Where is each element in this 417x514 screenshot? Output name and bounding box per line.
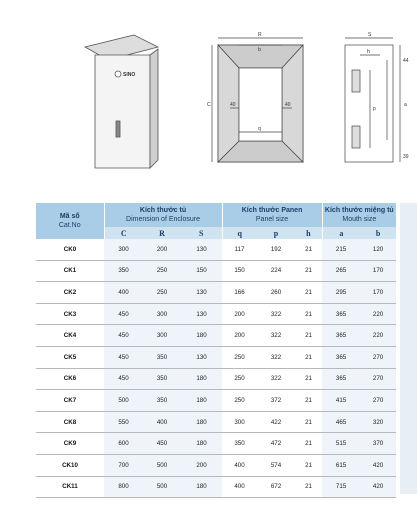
cell-a: 365 <box>322 325 360 347</box>
cell-C: 300 <box>104 239 143 260</box>
cell-q: 166 <box>222 282 257 304</box>
cell-R: 300 <box>143 303 181 325</box>
cell-h: 21 <box>295 346 322 368</box>
page-edge-shade <box>400 203 417 494</box>
technical-drawings <box>0 0 417 190</box>
panel-en: Panel size <box>255 216 289 223</box>
dim-left-label: 40 <box>230 102 236 108</box>
cat-no-cell: CK1 <box>36 260 104 282</box>
cell-h: 21 <box>295 368 322 390</box>
cell-C: 350 <box>104 260 143 282</box>
drawings-svg <box>0 0 417 190</box>
cell-b: 420 <box>360 476 396 498</box>
cell-a: 615 <box>322 454 360 476</box>
cell-S: 130 <box>181 346 222 368</box>
cell-b: 120 <box>360 239 396 260</box>
cell-b: 270 <box>360 368 396 390</box>
cell-h: 21 <box>295 390 322 412</box>
cell-S: 130 <box>181 282 222 304</box>
dim-s-label: S <box>368 32 372 38</box>
cell-h: 21 <box>295 303 322 325</box>
cell-p: 472 <box>257 433 295 455</box>
cell-h: 21 <box>295 282 322 304</box>
cell-a: 215 <box>322 239 360 260</box>
catno-header <box>36 203 104 239</box>
cell-p: 224 <box>257 260 295 282</box>
table-row <box>36 476 396 498</box>
cell-q: 200 <box>222 303 257 325</box>
table-row <box>36 454 396 476</box>
col-b-header: b <box>360 227 396 239</box>
cell-C: 550 <box>104 411 143 433</box>
cell-R: 350 <box>143 346 181 368</box>
table-header-row <box>36 203 396 227</box>
panel-vi: Kích thước Panen <box>241 207 303 214</box>
cell-b: 320 <box>360 411 396 433</box>
enclosure-isometric <box>85 35 158 168</box>
cell-C: 450 <box>104 325 143 347</box>
mouth-en: Mouth size <box>342 216 377 223</box>
dim-r-label: R <box>258 32 262 38</box>
cell-S: 180 <box>181 476 222 498</box>
cat-no-cell: CK11 <box>36 476 104 498</box>
dim-c-label: C <box>207 102 211 108</box>
catno-en: Cat.No <box>58 222 81 229</box>
cell-p: 260 <box>257 282 295 304</box>
cell-a: 295 <box>322 282 360 304</box>
cell-b: 270 <box>360 346 396 368</box>
cell-a: 365 <box>322 346 360 368</box>
table-row <box>36 239 396 260</box>
catno-vi: Mã số <box>59 213 80 220</box>
cell-C: 500 <box>104 390 143 412</box>
cell-R: 350 <box>143 390 181 412</box>
cell-p: 372 <box>257 390 295 412</box>
table-row <box>36 433 396 455</box>
cell-a: 365 <box>322 303 360 325</box>
dim-bottom-label: 39 <box>403 154 409 160</box>
cat-no-cell: CK9 <box>36 433 104 455</box>
table-body <box>36 239 396 498</box>
cell-b: 420 <box>360 454 396 476</box>
logo-icon <box>115 71 121 77</box>
cell-S: 180 <box>181 411 222 433</box>
col-h-header: h <box>295 227 322 239</box>
dim-top-label: 44 <box>403 58 409 64</box>
cell-a: 515 <box>322 433 360 455</box>
cat-no-cell: CK2 <box>36 282 104 304</box>
table-row <box>36 303 396 325</box>
cat-no-cell: CK4 <box>36 325 104 347</box>
cell-C: 800 <box>104 476 143 498</box>
panel-header <box>222 203 322 227</box>
cell-C: 450 <box>104 346 143 368</box>
cell-S: 150 <box>181 260 222 282</box>
col-c-header: C <box>104 227 143 239</box>
table-row <box>36 368 396 390</box>
cell-h: 21 <box>295 433 322 455</box>
cat-no-cell: CK7 <box>36 390 104 412</box>
cell-h: 21 <box>295 476 322 498</box>
cell-h: 21 <box>295 325 322 347</box>
dim-a-label: a <box>404 102 407 108</box>
cell-R: 400 <box>143 411 181 433</box>
cell-S: 180 <box>181 325 222 347</box>
cell-q: 250 <box>222 346 257 368</box>
cell-q: 117 <box>222 239 257 260</box>
enclosure-header <box>104 203 222 227</box>
cell-S: 130 <box>181 303 222 325</box>
cell-S: 180 <box>181 433 222 455</box>
cell-C: 700 <box>104 454 143 476</box>
cell-S: 180 <box>181 368 222 390</box>
cell-p: 422 <box>257 411 295 433</box>
col-p-header: p <box>257 227 295 239</box>
side-view-drawing <box>345 38 400 162</box>
cell-p: 322 <box>257 346 295 368</box>
dimension-table <box>36 203 396 498</box>
table-row <box>36 260 396 282</box>
cell-q: 400 <box>222 476 257 498</box>
cat-no-cell: CK6 <box>36 368 104 390</box>
cell-S: 130 <box>181 239 222 260</box>
table-row <box>36 325 396 347</box>
cat-no-cell: CK5 <box>36 346 104 368</box>
cell-R: 450 <box>143 433 181 455</box>
cell-R: 250 <box>143 282 181 304</box>
cell-C: 600 <box>104 433 143 455</box>
cell-S: 200 <box>181 454 222 476</box>
brand-label: SINO <box>123 72 136 78</box>
cell-a: 365 <box>322 368 360 390</box>
cell-q: 200 <box>222 325 257 347</box>
cat-no-cell: CK8 <box>36 411 104 433</box>
table-row <box>36 282 396 304</box>
cell-h: 21 <box>295 454 322 476</box>
cell-R: 500 <box>143 454 181 476</box>
cell-q: 250 <box>222 390 257 412</box>
cell-C: 400 <box>104 282 143 304</box>
col-q-header: q <box>222 227 257 239</box>
col-r-header: R <box>143 227 181 239</box>
cell-q: 250 <box>222 368 257 390</box>
cell-b: 220 <box>360 325 396 347</box>
dim-p-label: p <box>373 106 376 112</box>
cell-p: 192 <box>257 239 295 260</box>
cell-R: 500 <box>143 476 181 498</box>
cell-q: 400 <box>222 454 257 476</box>
cell-R: 200 <box>143 239 181 260</box>
mouth-header <box>322 203 396 227</box>
cell-R: 300 <box>143 325 181 347</box>
cell-b: 220 <box>360 303 396 325</box>
cat-no-cell: CK10 <box>36 454 104 476</box>
cell-b: 270 <box>360 390 396 412</box>
cell-q: 300 <box>222 411 257 433</box>
cell-a: 415 <box>322 390 360 412</box>
dim-h-label: h <box>367 49 370 55</box>
cat-no-cell: CK0 <box>36 239 104 260</box>
handle-icon <box>116 121 120 137</box>
cell-b: 170 <box>360 282 396 304</box>
cell-h: 21 <box>295 260 322 282</box>
cell-a: 265 <box>322 260 360 282</box>
cell-p: 574 <box>257 454 295 476</box>
table-row <box>36 346 396 368</box>
table-row <box>36 390 396 412</box>
mouth-vi: Kích thước miệng tủ <box>324 207 394 214</box>
cell-h: 21 <box>295 239 322 260</box>
col-a-header: a <box>322 227 360 239</box>
cell-C: 450 <box>104 368 143 390</box>
cell-b: 370 <box>360 433 396 455</box>
enclosure-vi: Kích thước tủ <box>139 207 187 214</box>
cell-b: 170 <box>360 260 396 282</box>
dim-b-label: b <box>258 47 261 53</box>
dim-q-label: q <box>258 126 261 132</box>
enclosure-en: Dimension of Enclosure <box>126 216 200 223</box>
cell-p: 322 <box>257 368 295 390</box>
cell-C: 450 <box>104 303 143 325</box>
cell-q: 150 <box>222 260 257 282</box>
cell-a: 715 <box>322 476 360 498</box>
cell-q: 350 <box>222 433 257 455</box>
cell-h: 21 <box>295 411 322 433</box>
cell-S: 180 <box>181 390 222 412</box>
cell-p: 672 <box>257 476 295 498</box>
cat-no-cell: CK3 <box>36 303 104 325</box>
cell-p: 322 <box>257 303 295 325</box>
front-view-drawing <box>212 38 303 162</box>
table-row <box>36 411 396 433</box>
col-s-header: S <box>181 227 222 239</box>
dim-right-label: 40 <box>285 102 291 108</box>
cell-p: 322 <box>257 325 295 347</box>
cell-R: 350 <box>143 368 181 390</box>
cell-R: 250 <box>143 260 181 282</box>
cell-a: 465 <box>322 411 360 433</box>
